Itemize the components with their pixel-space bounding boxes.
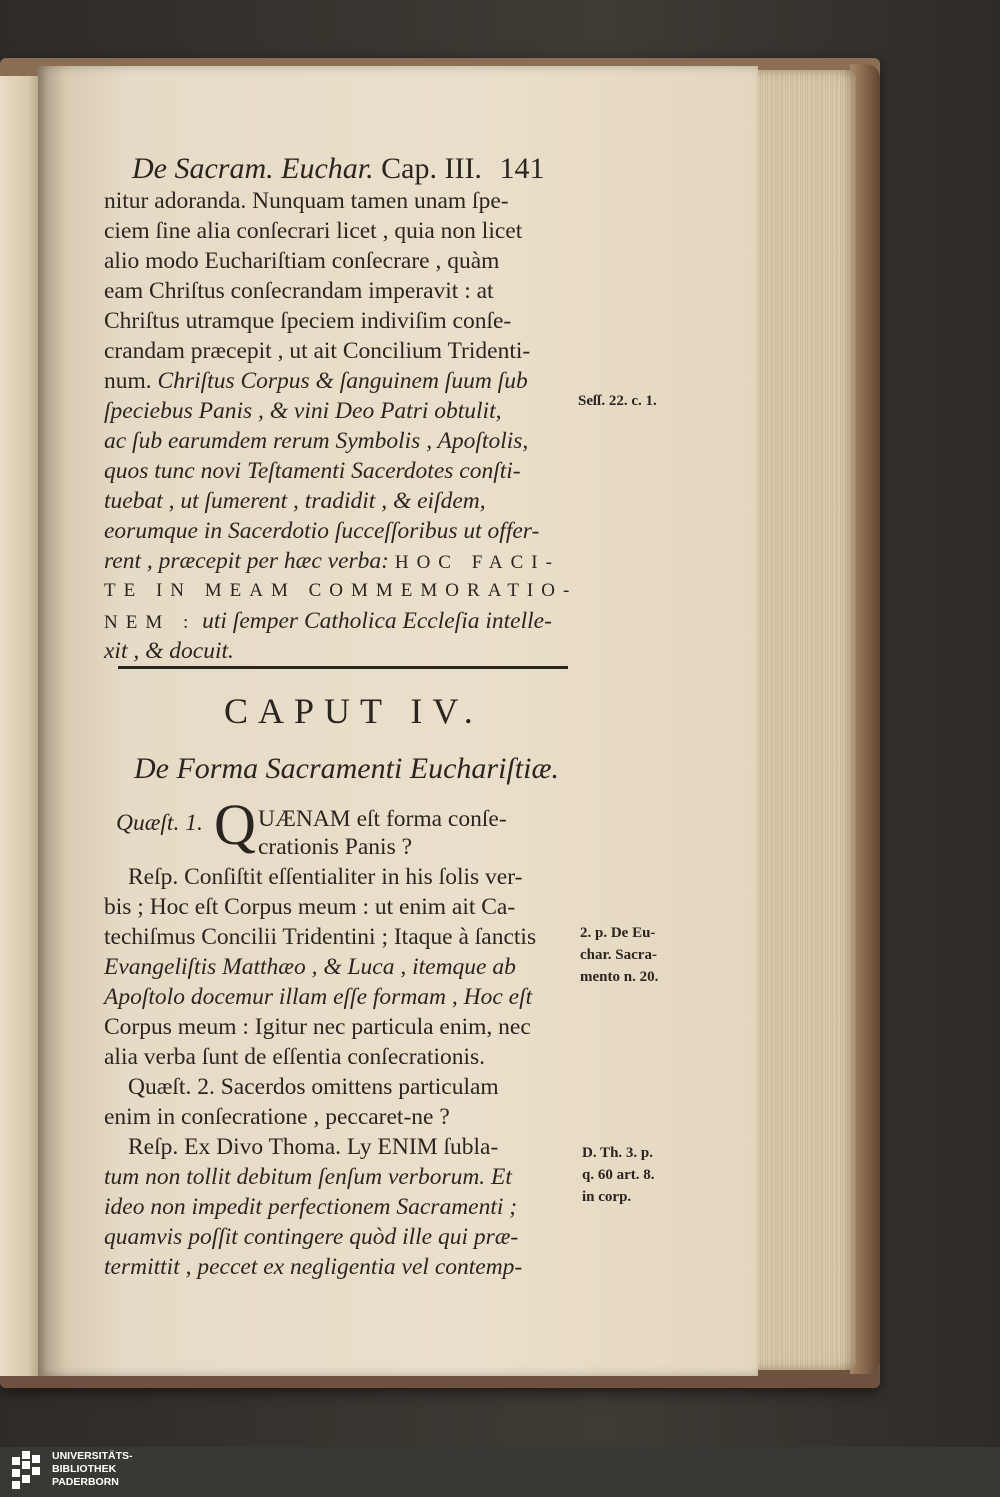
footer-bar [0, 1447, 1000, 1497]
text-line: Quæſt. 2. Sacerdos omittens particulam [128, 1074, 499, 1100]
margin-note-line: D. Th. 3. p. [582, 1145, 654, 1161]
margin-note [580, 922, 658, 988]
text-line: UÆNAM eſt forma conſe- [258, 806, 507, 832]
margin-note-line: char. Sacra- [580, 947, 657, 963]
text-line: alia verba ſunt de eſſentia conſecrationis. [104, 1044, 486, 1070]
text-line: Apoſtolo docemur illam eſſe formam , Hoc eſt [104, 984, 533, 1010]
library-name-line: UNIVERSITÄTS- [52, 1450, 133, 1462]
text-line: enim in conſecratione , peccaret-ne ? [104, 1104, 450, 1130]
text-line: ſpeciebus Panis , & vini Deo Patri obtulit, [104, 398, 502, 424]
text-line: tuebat , ut ſumerent , tradidit , & eiſdem, [104, 488, 486, 514]
text-line: xit , & docuit. [104, 638, 234, 664]
text-span-italic: rent , præcepit per hæc verba: [104, 548, 389, 574]
margin-note-line: mento n. 20. [580, 969, 659, 985]
text-line: Reſp. Ex Divo Thoma. Ly ENIM ſubla- [128, 1134, 499, 1160]
margin-note-line: in corp. [582, 1189, 632, 1205]
text-line: alio modo Euchariſtiam conſecrare , quàm [104, 248, 500, 274]
text-line: Chriſtus utramque ſpeciem indiviſim conſe- [104, 308, 512, 334]
running-header [132, 152, 544, 186]
page-edges [756, 70, 856, 1370]
text-line [104, 546, 560, 578]
text-span-italic: uti ſemper Catholica Eccleſia intelle- [202, 608, 552, 634]
text-line: crationis Panis ? [258, 834, 413, 860]
text-span-caps: HOC FACI- [394, 552, 560, 573]
chapter-subtitle: De Forma Sacramenti Euchariſtiæ. [134, 752, 559, 785]
text-line: eorumque in Sacerdotio ſucceſſoribus ut offer- [104, 518, 540, 544]
text-line: Corpus meum : Igitur nec particula enim, nec [104, 1014, 531, 1040]
text-line: Evangeliſtis Matthæo , & Luca , itemque ab [104, 954, 516, 980]
text-line: techiſmus Concilii Tridentini ; Itaque à ſanctis [104, 924, 537, 950]
margin-note [582, 1142, 655, 1208]
text-span-caps: NEM : [104, 612, 197, 633]
text-line: ideo non impedit perfectionem Sacramenti ; [104, 1194, 518, 1220]
text-line: termittit , peccet ex negligentia vel contemp- [104, 1254, 523, 1280]
text-line: bis ; Hoc eſt Corpus meum : ut enim ait Ca- [104, 894, 516, 920]
chapter-ref: Cap. III. [381, 152, 482, 185]
text-line: Reſp. Conſiſtit eſſentialiter in his ſolis ver- [128, 864, 523, 890]
page-number: 141 [499, 152, 545, 185]
margin-note: Seſſ. 22. c. 1. [578, 393, 657, 409]
running-title: De Sacram. Euchar. [132, 152, 374, 185]
text-line [104, 366, 528, 396]
section-rule [118, 666, 568, 669]
left-page-sliver [0, 76, 42, 1376]
text-line: ciem ſine alia conſecrari licet , quia non licet [104, 218, 523, 244]
question-label: Quæſt. 1. [116, 810, 203, 836]
text-line: ac ſub earumdem rerum Symbolis , Apoſtolis, [104, 428, 529, 454]
text-line: crandam præcepit , ut ait Concilium Tridenti- [104, 338, 531, 364]
drop-capital: Q [214, 792, 256, 857]
library-name-line: PADERBORN [52, 1476, 119, 1488]
text-line: TE IN MEAM COMMEMORATIO- [104, 580, 578, 601]
text-line: tum non tollit debitum ſenſum verborum. Et [104, 1164, 512, 1190]
text-line [104, 606, 552, 638]
chapter-heading: CAPUT IV. [224, 691, 483, 731]
library-logo-icon [12, 1451, 46, 1491]
margin-note-line: q. 60 art. 8. [582, 1167, 655, 1183]
text-span-italic: Chriſtus Corpus & ſanguinem ſuum ſub [157, 368, 528, 394]
text-span: num. [104, 368, 152, 394]
margin-note-line: 2. p. De Eu- [580, 925, 656, 941]
library-name [52, 1450, 133, 1489]
text-line: quamvis poſſit contingere quòd ille qui præ- [104, 1224, 519, 1250]
library-name-line: BIBLIOTHEK [52, 1463, 117, 1475]
text-line: nitur adoranda. Nunquam tamen unam ſpe- [104, 188, 509, 214]
text-line: quos tunc novi Teſtamenti Sacerdotes conſti- [104, 458, 521, 484]
text-line: eam Chriſtus conſecrandam imperavit : at [104, 278, 494, 304]
